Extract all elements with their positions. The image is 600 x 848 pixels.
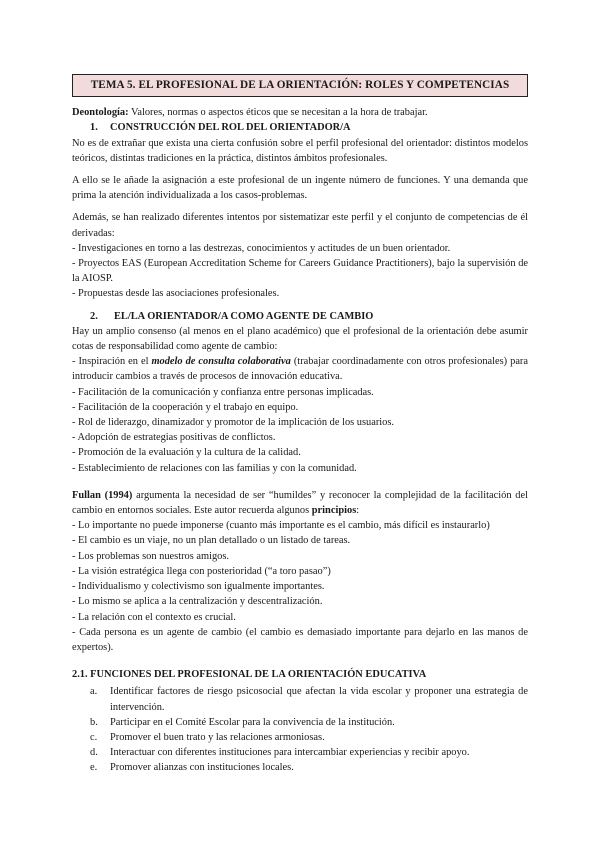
principles-term: principios <box>311 505 357 517</box>
deontologia-term: Deontología: <box>72 107 129 119</box>
section-2-1-heading: 2.1. FUNCIONES DEL PROFESIONAL DE LA ORIENTACIÓN EDUCATIVA <box>72 669 427 681</box>
section-2-intro: Hay un amplio consenso (al menos en el plano académico) que el profesional de la orientación debe asumir cotas de responsabilidad como agente de cambio: <box>72 325 528 353</box>
list-item-text: Participar en el Comité Escolar para la convivencia de la institución. <box>110 716 395 728</box>
principle-item: - La relación con el contexto es crucial. <box>72 611 236 623</box>
principle-item: - Cada persona es un agente de cambio (el cambio es demasiado importante para dejarlo en las manos de expertos). <box>72 626 528 653</box>
list-marker: c. <box>90 731 98 743</box>
principle-item: - Lo importante no puede imponerse (cuanto más importante es el cambio, más difícil es instaurarlo) <box>72 520 490 532</box>
section-2-item-collaborative <box>72 354 528 384</box>
document-title: TEMA 5. EL PROFESIONAL DE LA ORIENTACIÓN: ROLES Y COMPETENCIAS <box>72 74 528 97</box>
section-2-number: 2. <box>90 310 98 322</box>
principle-item: - La visión estratégica llega con posterioridad (“a toro pasao”) <box>72 565 331 577</box>
functions-list-item <box>72 745 528 760</box>
list-marker: d. <box>90 747 98 759</box>
section-1-item: - Proyectos EAS (European Accreditation Scheme for Careers Guidance Practitioners), bajo la supervisión de la AIOSP. <box>72 258 528 285</box>
fullan-citation: Fullan (1994) <box>72 489 133 501</box>
section-2-item: - Establecimiento de relaciones con las familias y con la comunidad. <box>72 462 357 474</box>
collaborative-model-emphasis: modelo de consulta colaborativa <box>151 356 291 368</box>
section-2-item: - Promoción de la evaluación y la cultura de la calidad. <box>72 447 301 459</box>
list-item-text: Interactuar con diferentes instituciones para intercambiar experiencias y recibir apoyo. <box>110 747 470 759</box>
fullan-paragraph <box>72 488 528 518</box>
item-suffix: (trabajar coordinadamente con otros profesionales) para introducir cambios a través de procesos de innovación educativa. <box>72 356 529 383</box>
list-marker: a. <box>90 686 98 698</box>
principle-item: - El cambio es un viaje, no un plan detallado o un listado de tareas. <box>72 535 351 547</box>
section-2-title: EL/LA ORIENTADOR/A COMO AGENTE DE CAMBIO <box>114 310 374 322</box>
list-item-text: Promover alianzas con instituciones locales. <box>110 762 294 774</box>
section-2-item: - Facilitación de la cooperación y el trabajo en equipo. <box>72 401 299 413</box>
list-item-text: Identificar factores de riesgo psicosocial que afectan la vida escolar y proponer una estrategia de intervención. <box>110 686 528 713</box>
section-1-paragraph-1: No es de extrañar que exista una cierta confusión sobre el perfil profesional del orientador: distintos modelos teóricos, distintas tradiciones en la práctica, distintos ámbitos profesionales. <box>72 137 528 164</box>
list-marker: b. <box>90 716 98 728</box>
fullan-text: argumenta la necesidad de ser “humildes” y reconocer la complejidad de la facilitación del cambio en entornos sociales. Este autor recuerda algunos <box>72 489 528 517</box>
item-prefix: - Inspiración en el <box>72 356 152 368</box>
section-2-item: - Adopción de estrategias positivas de conflictos. <box>72 432 276 444</box>
deontologia-text: Valores, normas o aspectos éticos que se necesitan a la hora de trabajar. <box>128 107 428 119</box>
functions-list <box>72 684 528 775</box>
section-1-number: 1. <box>90 122 98 134</box>
principle-item: - Individualismo y colectivismo son igualmente importantes. <box>72 581 325 593</box>
deontologia-definition <box>72 105 528 120</box>
principle-item: - Los problemas son nuestros amigos. <box>72 550 229 562</box>
colon: : <box>356 505 360 517</box>
principle-item: - Lo mismo se aplica a la centralización y descentralización. <box>72 596 323 608</box>
section-2-item: - Facilitación de la comunicación y confianza entre personas implicadas. <box>72 386 374 398</box>
functions-list-item <box>72 730 528 745</box>
list-marker: e. <box>90 762 98 774</box>
section-1-item: - Propuestas desde las asociaciones profesionales. <box>72 288 280 300</box>
section-1-heading <box>72 120 528 135</box>
section-1-item: - Investigaciones en torno a las destrezas, conocimientos y actitudes de un buen orientador. <box>72 242 451 254</box>
list-item-text: Promover el buen trato y las relaciones armoniosas. <box>110 731 325 743</box>
section-2-item: - Rol de liderazgo, dinamizador y promotor de la implicación de los usuarios. <box>72 417 395 429</box>
functions-list-item <box>72 760 528 775</box>
section-2-heading <box>72 309 528 324</box>
functions-list-item <box>72 715 528 730</box>
section-1-paragraph-3: Además, se han realizado diferentes intentos por sistematizar este perfil y el conjunto de competencias de él derivadas: <box>72 212 528 239</box>
section-1-paragraph-2: A ello se le añade la asignación a este profesional de un ingente número de funciones. Y una demanda que prima la atención individualizada a los casos-problemas. <box>72 175 528 202</box>
section-1-title: CONSTRUCCIÓN DEL ROL DEL ORIENTADOR/A <box>110 122 351 134</box>
functions-list-item <box>72 684 528 714</box>
